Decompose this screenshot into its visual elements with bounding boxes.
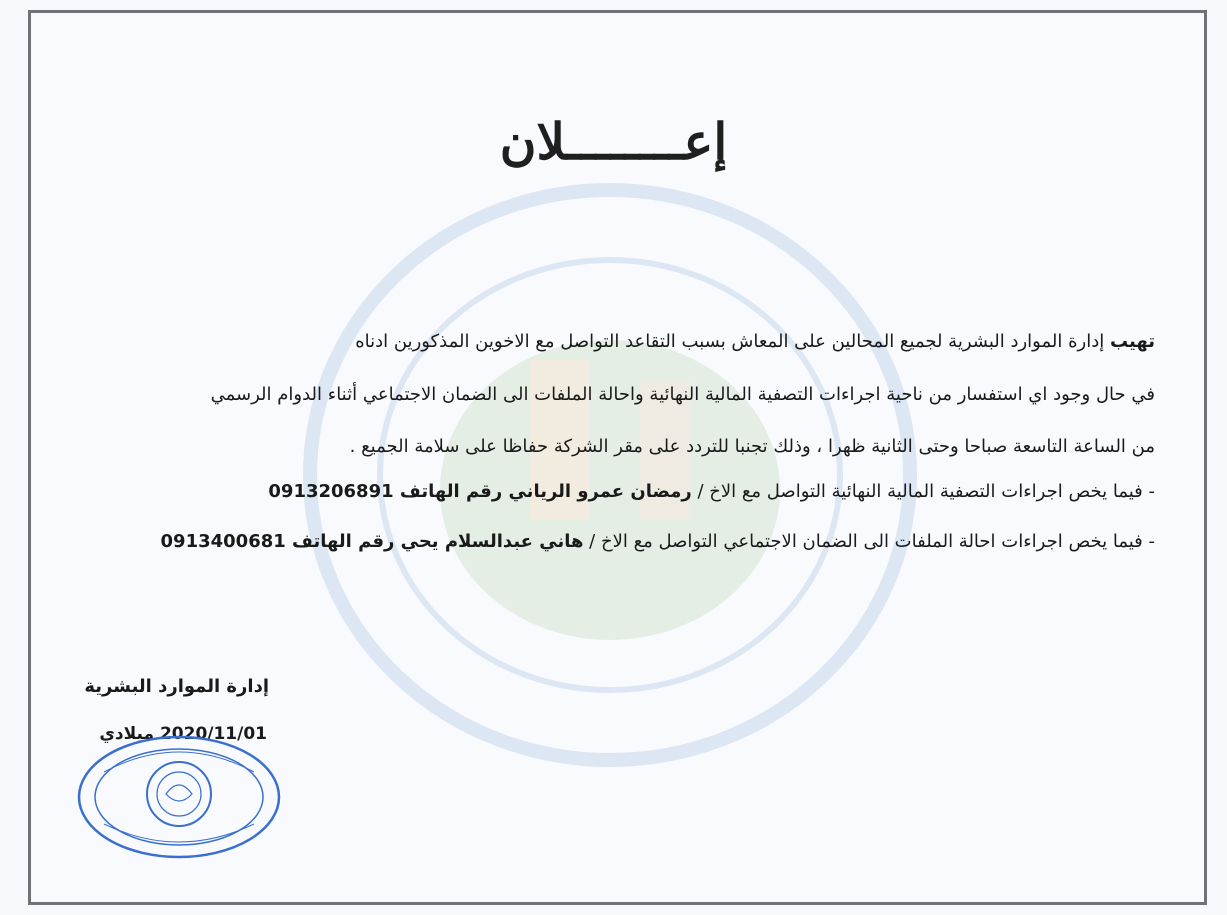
body-line-1 — [355, 330, 1155, 354]
contact-item-1-name-phone: رمضان عمرو الرياني رقم الهاتف 0913206891 — [268, 481, 692, 502]
hr-stamp-icon — [74, 732, 284, 862]
contact-item-1-text: - فيما يخص اجراءات التصفية المالية النهائية التواصل مع الاخ / — [691, 481, 1155, 502]
greeting-word: تهيب — [1109, 331, 1155, 352]
contact-item-2-text: - فيما يخص اجراءات احالة الملفات الى الضمان الاجتماعي التواصل مع الاخ / — [583, 531, 1155, 552]
body-line-3: من الساعة التاسعة صباحا وحتى الثانية ظهرا ، وذلك تجنبا للتردد على مقر الشركة حفاظا على سلامة الجميع . — [349, 436, 1155, 457]
contact-item-2 — [161, 530, 1155, 554]
body-line-2: في حال وجود اي استفسار من ناحية اجراءات التصفية المالية النهائية واحالة الملفات الى الضمان الاجتماعي أثناء الدوام الرسمي — [210, 384, 1155, 405]
company-seal-watermark-icon — [300, 180, 920, 770]
signature-department: إدارة الموارد البشرية — [84, 676, 269, 697]
announcement-title: إعــــــــلان — [499, 112, 728, 171]
document-date: 2020/11/01 ميلادي — [99, 724, 267, 744]
contact-item-1 — [268, 480, 1155, 504]
body-line-1-text: إدارة الموارد البشرية لجميع المحالين على المعاش بسبب التقاعد التواصل مع الاخوين المذكورين ادناه — [355, 331, 1110, 352]
contact-item-2-name-phone: هاني عبدالسلام يحي رقم الهاتف 0913400681 — [160, 531, 584, 552]
